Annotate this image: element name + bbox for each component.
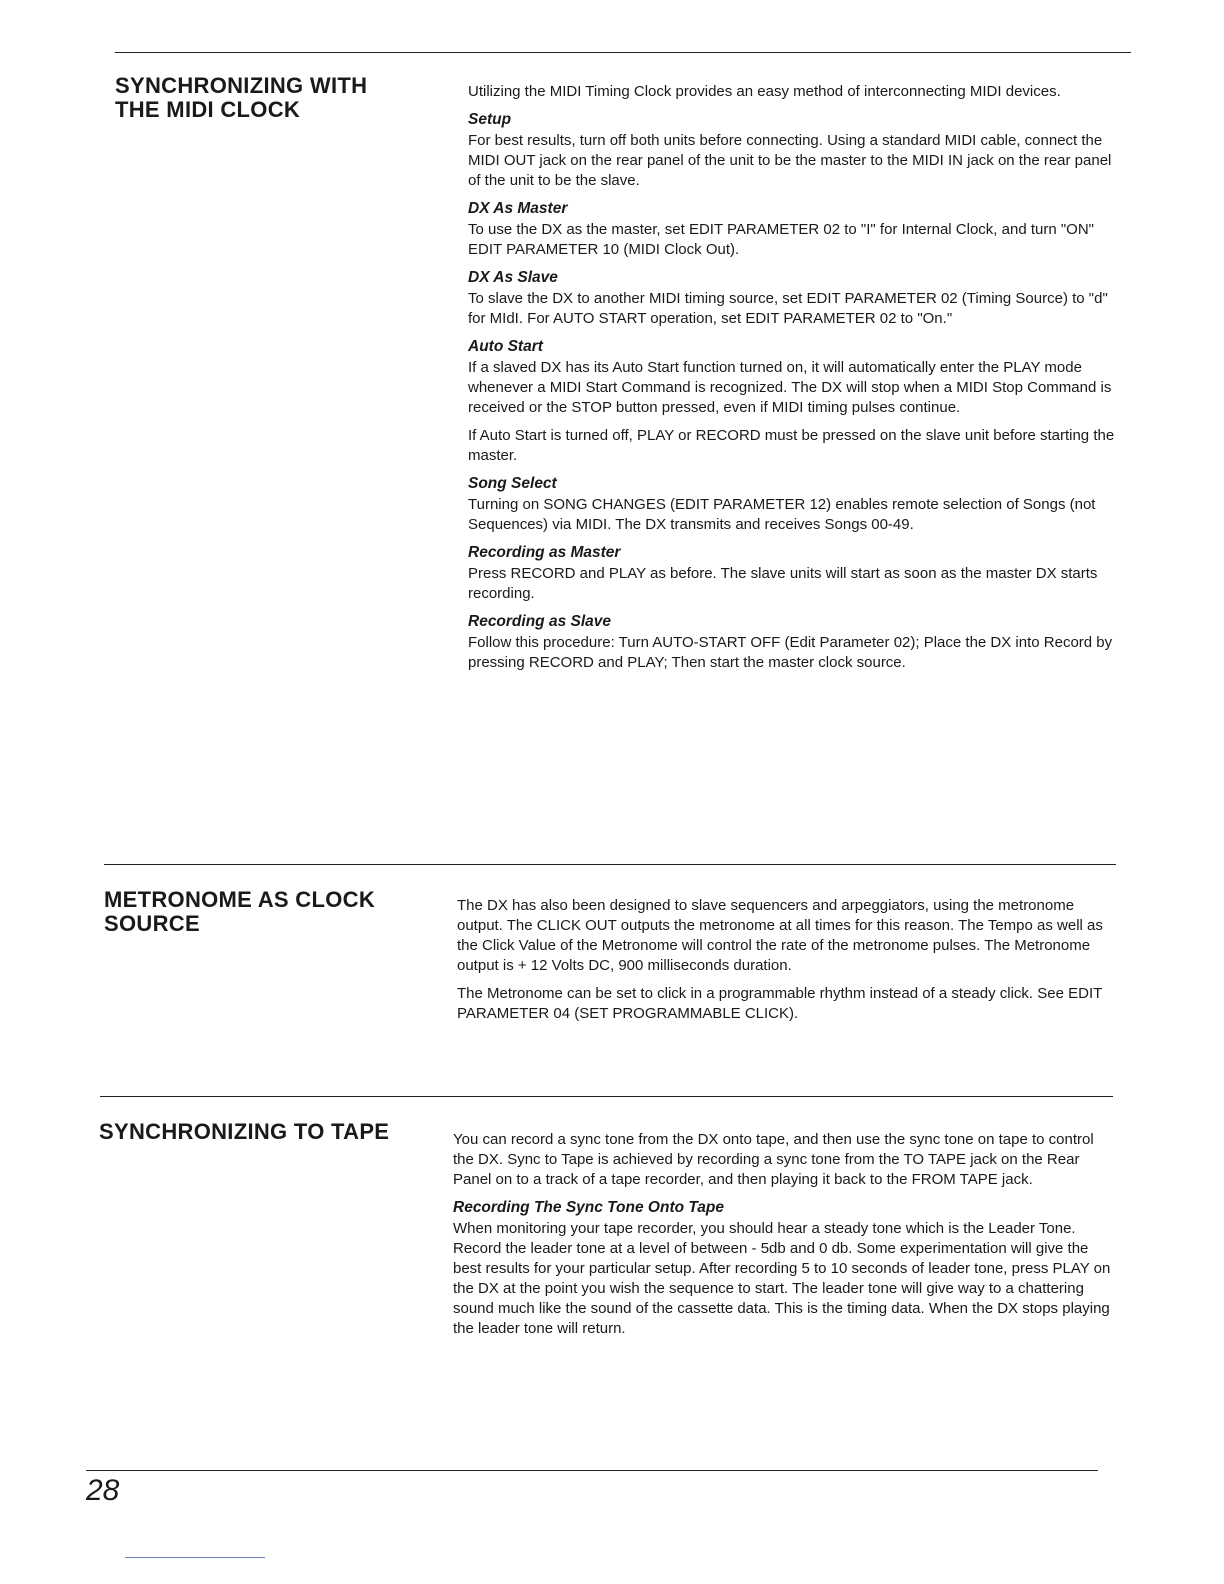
footer-divider — [86, 1470, 1098, 1471]
sub-heading: DX As Master — [468, 200, 568, 217]
section-divider — [104, 864, 1116, 865]
paragraph: To slave the DX to another MIDI timing source, set EDIT PARAMETER 02 (Timing Source) to "d" for MIdI. For AUTO START operation, set EDIT PARAMETER 02 to "On." — [468, 290, 1108, 327]
section-title: SYNCHRONIZING WITH THE MIDI CLOCK — [115, 73, 368, 122]
paragraph: When monitoring your tape recorder, you should hear a steady tone which is the Leader Tone. Record the leader tone at a level of between - 5db and 0 db. Some experimentation will give the best results for your particular setup. After recording 5 to 10 seconds of leader tone, press PLAY on the DX at the point you wish the sequence to start. The leader tone will give way to a chattering sound much like the sound of the cassette data. This is the timing data. When the DX stops playing the leader tone will return. — [453, 1220, 1111, 1337]
section-title: SYNCHRONIZING TO TAPE — [99, 1119, 390, 1144]
section-body — [457, 896, 1117, 1032]
paragraph: Follow this procedure: Turn AUTO-START OFF (Edit Parameter 02); Place the DX into Record by pressing RECORD and PLAY; Then start the master clock source. — [468, 634, 1113, 671]
paragraph: Press RECORD and PLAY as before. The slave units will start as soon as the master DX starts recording. — [468, 565, 1098, 602]
paragraph: The DX has also been designed to slave sequencers and arpeggiators, using the metronome output. The CLICK OUT outputs the metronome at all times for this reason. The Tempo as well as the Click Value of the Metronome will control the rate of the metronome pulses. The Metronome output is + 12 Volts DC, 900 milliseconds duration. — [457, 897, 1103, 974]
sub-heading: Song Select — [468, 475, 557, 492]
section-divider — [100, 1096, 1113, 1097]
section-body — [453, 1130, 1113, 1347]
paragraph: Utilizing the MIDI Timing Clock provides an easy method of interconnecting MIDI devices. — [468, 83, 1061, 100]
paragraph: Turning on SONG CHANGES (EDIT PARAMETER 12) enables remote selection of Songs (not Sequences) via MIDI. The DX transmits and receives Songs 00-49. — [468, 496, 1096, 533]
page-number: 28 — [86, 1474, 120, 1507]
sub-heading: Recording The Sync Tone Onto Tape — [453, 1199, 724, 1216]
paragraph: To use the DX as the master, set EDIT PARAMETER 02 to "I" for Internal Clock, and turn "ON" EDIT PARAMETER 10 (MIDI Clock Out). — [468, 221, 1094, 258]
paragraph: If a slaved DX has its Auto Start function turned on, it will automatically enter the PLAY mode whenever a MIDI Start Command is recognized. The DX will stop when a MIDI Stop Command is received or the STOP button pressed, even if MIDI timing pulses continue. — [468, 359, 1112, 416]
scan-artifact-line — [125, 1557, 265, 1558]
paragraph: If Auto Start is turned off, PLAY or RECORD must be pressed on the slave unit before starting the master. — [468, 427, 1115, 464]
section-title: METRONOME AS CLOCK SOURCE — [104, 887, 376, 936]
paragraph: The Metronome can be set to click in a programmable rhythm instead of a steady click. See EDIT PARAMETER 04 (SET PROGRAMMABLE CLICK). — [457, 985, 1103, 1022]
paragraph: For best results, turn off both units before connecting. Using a standard MIDI cable, connect the MIDI OUT jack on the rear panel of the unit to be the master to the MIDI IN jack on the rear panel of the unit to be the slave. — [468, 132, 1112, 189]
sub-heading: DX As Slave — [468, 269, 558, 286]
sub-heading: Recording as Slave — [468, 613, 612, 630]
sub-heading: Recording as Master — [468, 544, 621, 561]
paragraph: You can record a sync tone from the DX onto tape, and then use the sync tone on tape to control the DX. Sync to Tape is achieved by recording a sync tone from the TO TAPE jack on the Rear Panel on to a track of a tape recorder, and then playing it back to the FROM TAPE jack. — [453, 1131, 1094, 1188]
sub-heading: Auto Start — [468, 338, 543, 355]
section-divider — [115, 52, 1131, 53]
section-body — [468, 82, 1128, 681]
sub-heading: Setup — [468, 111, 512, 128]
